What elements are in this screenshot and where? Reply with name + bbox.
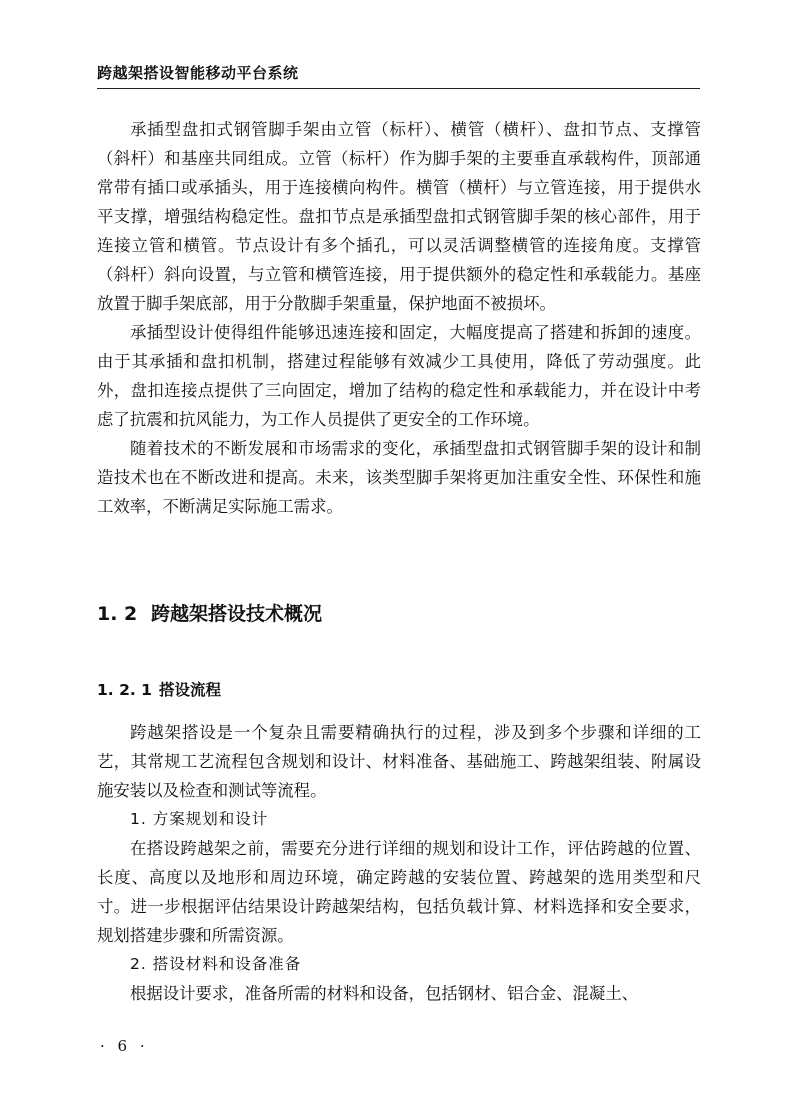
body-paragraph: 承插型盘扣式钢管脚手架由立管（标杆）、横管（横杆）、盘扣节点、支撑管（斜杆）和基座共同组成。立管（标杆）作为脚手架的主要垂直承载构件，顶部通常带有插口或承插头，用于连接横向构件。横管（横杆）与立管连接，用于提供水平支撑，增强结构稳定性。盘扣节点是承插型盘扣式钢管脚手架的核心部件，用于连接立管和横管。节点设计有多个插孔，可以灵活调整横管的连接角度。支撑管（斜杆）斜向设置，与立管和横管连接，用于提供额外的稳定性和承载能力。基座放置于脚手架底部，用于分散脚手架重量，保护地面不被损坏。 [97, 120, 701, 313]
body-paragraph: 根据设计要求，准备所需的材料和设备，包括钢材、铝合金、混凝土、 [130, 984, 639, 1003]
body-paragraph: 跨越架搭设是一个复杂且需要精确执行的过程，涉及到多个步骤和详细的工艺，其常规工艺流程包含规划和设计、材料准备、基础施工、跨越架组装、附属设施安装以及检查和测试等流程。 [97, 723, 701, 800]
body-paragraph: 随着技术的不断发展和市场需求的变化，承插型盘扣式钢管脚手架的设计和制造技术也在不断改进和提高。未来，该类型脚手架将更加注重安全性、环保性和施工效率，不断满足实际施工需求。 [97, 439, 701, 516]
subsection-title: 搭设流程 [159, 681, 222, 699]
body-paragraph: 在搭设跨越架之前，需要充分进行详细的规划和设计工作，评估跨越的位置、长度、高度以及地形和周边环境，确定跨越的安装位置、跨越架的选用类型和尺寸。进一步根据评估结果设计跨越架结构，包括负载计算、材料选择和安全要求，规划搭建步骤和所需资源。 [97, 839, 701, 945]
step-label: 1. 方案规划和设计 [130, 810, 269, 828]
process-text-block [97, 718, 701, 1008]
running-title: 跨越架搭设智能移动平台系统 [97, 64, 299, 82]
section-title: 跨越架搭设技术概况 [151, 603, 323, 625]
intro-text-block [97, 115, 701, 521]
subsection-heading [97, 679, 221, 701]
step-label: 2. 搭设材料和设备准备 [130, 955, 302, 973]
page-number: · 6 · [100, 1037, 149, 1055]
subsection-number: 1. 2. 1 [97, 681, 152, 699]
body-paragraph: 承插型设计使得组件能够迅速连接和固定，大幅度提高了搭建和拆卸的速度。由于其承插和盘扣机制，搭建过程能够有效减少工具使用，降低了劳动强度。此外，盘扣连接点提供了三向固定，增加了结构的稳定性和承载能力，并在设计中考虑了抗震和抗风能力，为工作人员提供了更安全的工作环境。 [97, 323, 701, 429]
section-heading [97, 600, 322, 628]
section-number: 1. 2 [97, 603, 138, 625]
header-rule [97, 88, 700, 89]
